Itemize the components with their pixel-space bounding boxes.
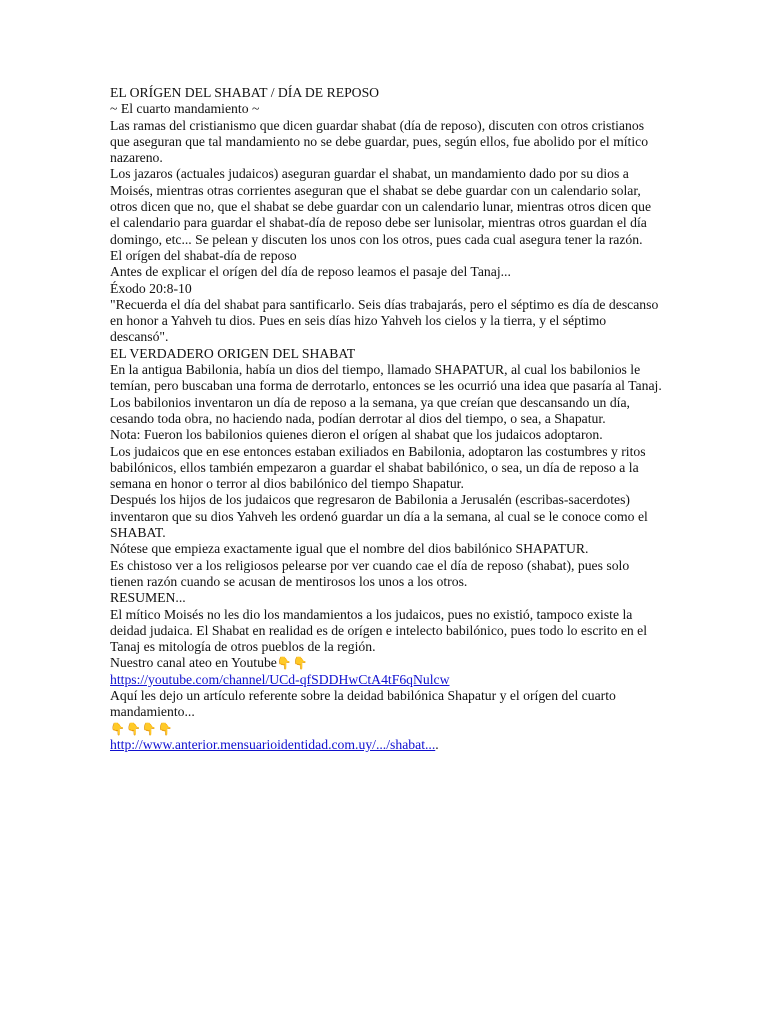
paragraph-tanaj-intro: Antes de explicar el orígen del día de reposo leamos el pasaje del Tanaj... — [110, 264, 511, 280]
channel-text: Nuestro canal ateo en Youtube — [110, 655, 277, 671]
article-emoji-line — [110, 721, 662, 737]
document-body — [110, 85, 662, 753]
youtube-link[interactable]: https://youtube.com/channel/UCd-qfSDDHwCtA4tF6qNulcw — [110, 671, 450, 687]
channel-line — [110, 655, 662, 671]
paragraph-christian-branches: Las ramas del cristianismo que dicen guardar shabat (día de reposo), discuten con otros cristianos que aseguran que tal mandamiento no se debe guardar, pues, según ellos, fue abolido por el mítico nazareno. — [110, 117, 649, 166]
paragraph-jerusalem: Después los hijos de los judaicos que regresaron de Babilonia a Jerusalén (escribas-sacerdotes) inventaron que su dios Yahveh les ordenó guardar un día a la semana, al cual se le conoce como el SHABAT. — [110, 492, 648, 541]
scripture-quote: "Recuerda el día del shabat para santificarlo. Seis días trabajarás, pero el séptimo es día de descanso en honor a Yahveh tu dios. Pues en seis días hizo Yahveh los cielos y la tierra, y el séptimo descansó". — [110, 296, 659, 345]
backhand-index-pointing-down-icon: 👇👇👇👇 — [110, 721, 174, 736]
paragraph-religious-fights: Es chistoso ver a los religiosos pelearse por ver cuando cae el día de reposo (shabat), pues solo tienen razón cuando se acusan de mentirosos los unos a los otros. — [110, 557, 630, 589]
scripture-reference: Éxodo 20:8-10 — [110, 280, 192, 296]
heading-summary: RESUMEN... — [110, 590, 186, 606]
paragraph-shapatur-name: Nótese que empieza exactamente igual que el nombre del dios babilónico SHAPATUR. — [110, 541, 589, 557]
paragraph-note: Nota: Fueron los babilonios quienes dieron el orígen al shabat que los judaicos adoptaron. — [110, 427, 603, 443]
paragraph-babylon: En la antigua Babilonia, había un dios del tiempo, llamado SHAPATUR, al cual los babilonios le temían, pero buscaban una forma de derrotarlo, entonces se les ocurrió una idea que pasaría al Tanaj. Los babilonios inventaron un día de reposo a la semana, ya que creían que descansando un día, cesando toda obra, no haciendo nada, podían derrotar al dios del tiempo, o sea, a Shapatur. — [110, 362, 662, 426]
document-subtitle: ~ El cuarto mandamiento ~ — [110, 101, 260, 117]
heading-true-origin: EL VERDADERO ORIGEN DEL SHABAT — [110, 345, 356, 361]
paragraph-summary: El mítico Moisés no les dio los mandamientos a los judaicos, pues no existió, tampoco existe la deidad judaica. El Shabat en realidad es de orígen e intelecto babilónico, pues todo lo escrito en el Tanaj es mitología de otros pueblos de la región. — [110, 606, 648, 655]
article-link-period: . — [435, 736, 439, 752]
article-link[interactable]: http://www.anterior.mensuarioidentidad.com.uy/.../shabat... — [110, 736, 436, 752]
heading-origin: El orígen del shabat-día de reposo — [110, 247, 297, 263]
article-link-line — [110, 737, 662, 753]
document-title: EL ORÍGEN DEL SHABAT / DÍA DE REPOSO — [110, 85, 380, 100]
paragraph-article: Aquí les dejo un artículo referente sobre la deidad babilónica Shapatur y el orígen del cuarto mandamiento... — [110, 687, 616, 720]
youtube-link-line — [110, 672, 662, 688]
backhand-index-pointing-down-icon: 👇👇 — [276, 656, 309, 671]
paragraph-exile: Los judaicos que en ese entonces estaban exiliados en Babilonia, adoptaron las costumbres y ritos babilónicos, ellos también empezaron a guardar el shabat babilónico, o sea, un día de reposo a la semana en honor o terror al dios babilónico del tiempo Shapatur. — [110, 443, 646, 492]
paragraph-jazaros: Los jazaros (actuales judaicos) aseguran guardar el shabat, un mandamiento dado por su dios a Moisés, mientras otras corrientes aseguran que el shabat se debe guardar con un calendario solar, otros dicen que no, que el shabat se debe guardar con un calendario lunar, mientras otros dicen que el calendario para guardar el shabat-día de reposo debe ser lunisolar, mientras otros guardan el día domingo, etc... Se pelean y discuten los unos con los otros, pues cada cual asegura tener la razón. — [110, 166, 652, 247]
